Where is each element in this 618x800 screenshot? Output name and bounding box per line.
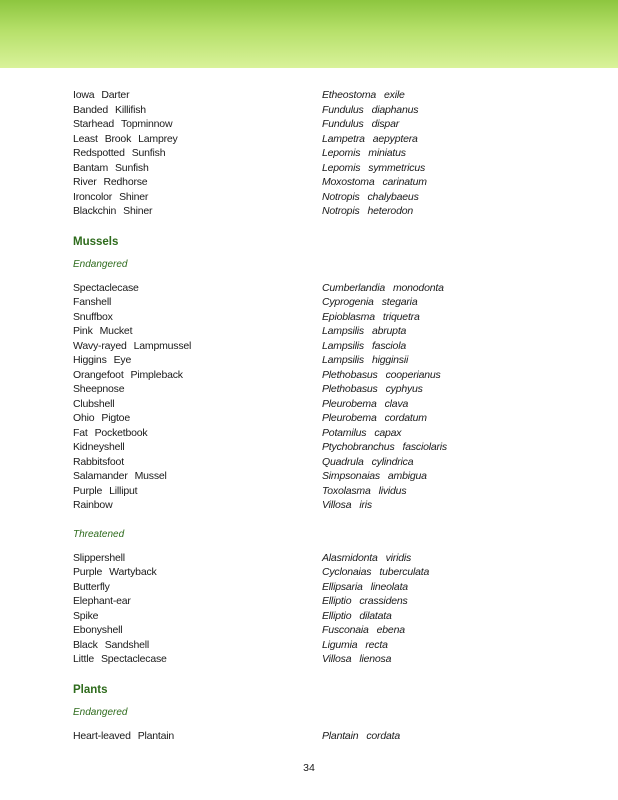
common-name: Little Spectaclecase <box>73 653 167 665</box>
species-row <box>73 638 573 653</box>
species-row <box>73 175 573 190</box>
common-name: Least Brook Lamprey <box>73 132 178 145</box>
common-name: Fanshell <box>73 296 112 308</box>
common-name: Spectaclecase <box>73 281 139 294</box>
common-name: Elephant-ear <box>73 595 131 607</box>
common-name: Redspotted Sunfish <box>73 147 166 159</box>
scientific-name: Plethobasus cooperianus <box>322 368 441 381</box>
common-name: Fat Pocketbook <box>73 426 148 439</box>
species-row <box>73 103 573 118</box>
common-name: Orangefoot Pimpleback <box>73 368 183 381</box>
species-row <box>73 295 573 310</box>
species-row <box>73 161 573 176</box>
species-row <box>73 565 573 580</box>
species-row <box>73 353 573 368</box>
scientific-name: Elliptio crassidens <box>322 595 408 607</box>
spacer <box>73 513 573 528</box>
scientific-name: Ptychobranchus fasciolaris <box>322 441 447 453</box>
scientific-name: Moxostoma carinatum <box>322 176 427 188</box>
scientific-name: Cumberlandia monodonta <box>322 281 444 294</box>
common-name: Banded Killifish <box>73 103 146 116</box>
species-list <box>73 88 573 743</box>
subheading-plants-endangered: Endangered <box>73 706 128 718</box>
species-row <box>73 146 573 161</box>
fish-list <box>73 88 573 219</box>
species-row <box>73 455 573 470</box>
species-row <box>73 339 573 354</box>
common-name: Kidneyshell <box>73 441 125 453</box>
scientific-name: Lampsilis fasciola <box>322 339 406 352</box>
scientific-name: Notropis heterodon <box>322 205 413 217</box>
section-heading-plants: Plants <box>73 683 108 696</box>
species-row <box>73 310 573 325</box>
scientific-name: Elliptio dilatata <box>322 609 392 622</box>
spacer <box>73 698 573 706</box>
species-row <box>73 397 573 412</box>
common-name: Heart-leaved Plantain <box>73 729 175 742</box>
common-name: Rabbitsfoot <box>73 455 124 468</box>
plants-endangered-list <box>73 729 573 744</box>
section-heading-mussels: Mussels <box>73 235 119 248</box>
common-name: Black Sandshell <box>73 638 150 651</box>
species-row <box>73 580 573 595</box>
spacer <box>73 250 573 258</box>
scientific-name: Ellipsaria lineolata <box>322 580 408 593</box>
common-name: Rainbow <box>73 499 113 511</box>
species-row <box>73 411 573 426</box>
common-name: Pink Mucket <box>73 325 133 337</box>
scientific-name: Fundulus dispar <box>322 118 400 130</box>
scientific-name: Lampsilis abrupta <box>322 325 407 337</box>
species-row <box>73 132 573 147</box>
common-name: Bantam Sunfish <box>73 161 149 174</box>
mussels-threatened-list <box>73 551 573 667</box>
common-name: Purple Wartyback <box>73 566 157 578</box>
scientific-name: Epioblasma triquetra <box>322 310 420 323</box>
mussels-endangered-list <box>73 281 573 513</box>
common-name: Ohio Pigtoe <box>73 412 130 424</box>
species-row <box>73 609 573 624</box>
species-row <box>73 117 573 132</box>
common-name: Salamander Mussel <box>73 470 167 482</box>
scientific-name: Lampetra aepyptera <box>322 132 418 145</box>
species-row <box>73 324 573 339</box>
scientific-name: Plethobasus cyphyus <box>322 383 423 395</box>
scientific-name: Lepomis miniatus <box>322 147 406 159</box>
common-name: Snuffbox <box>73 310 113 323</box>
scientific-name: Etheostoma exile <box>322 89 405 101</box>
common-name: Butterfly <box>73 580 110 593</box>
spacer <box>73 542 573 551</box>
header-banner <box>0 0 618 68</box>
scientific-name: Notropis chalybaeus <box>322 190 419 203</box>
scientific-name: Pleurobema clava <box>322 397 409 410</box>
scientific-name: Lepomis symmetricus <box>322 161 426 174</box>
scientific-name: Potamilus capax <box>322 426 402 439</box>
species-row <box>73 368 573 383</box>
species-row <box>73 623 573 638</box>
scientific-name: Toxolasma lividus <box>322 484 407 497</box>
species-row <box>73 469 573 484</box>
scientific-name: Villosa iris <box>322 499 372 511</box>
scientific-name: Plantain cordata <box>322 729 400 742</box>
species-row <box>73 594 573 609</box>
spacer <box>73 272 573 281</box>
subheading-mussels-endangered: Endangered <box>73 258 128 270</box>
species-row <box>73 382 573 397</box>
scientific-name: Ligumia recta <box>322 638 388 651</box>
common-name: Wavy-rayed Lampmussel <box>73 339 192 352</box>
common-name: Ebonyshell <box>73 624 123 636</box>
common-name: Iowa Darter <box>73 89 130 101</box>
species-row <box>73 551 573 566</box>
spacer <box>73 667 573 682</box>
spacer <box>73 219 573 234</box>
scientific-name: Fundulus diaphanus <box>322 103 419 116</box>
common-name: Spike <box>73 609 99 622</box>
scientific-name: Quadrula cylindrica <box>322 455 414 468</box>
species-row <box>73 88 573 103</box>
page-number: 34 <box>303 762 315 774</box>
scientific-name: Simpsonaias ambigua <box>322 470 427 482</box>
scientific-name: Villosa lienosa <box>322 653 392 665</box>
species-row <box>73 729 573 744</box>
common-name: Purple Lilliput <box>73 484 138 497</box>
scientific-name: Pleurobema cordatum <box>322 412 427 424</box>
spacer <box>73 720 573 729</box>
scientific-name: Fusconaia ebena <box>322 624 405 636</box>
common-name: Starhead Topminnow <box>73 118 173 130</box>
scientific-name: Cyclonaias tuberculata <box>322 566 430 578</box>
species-row <box>73 190 573 205</box>
scientific-name: Cyprogenia stegaria <box>322 296 418 308</box>
species-row <box>73 652 573 667</box>
common-name: Sheepnose <box>73 383 125 395</box>
common-name: Clubshell <box>73 397 115 410</box>
scientific-name: Alasmidonta viridis <box>322 551 412 564</box>
common-name: Slippershell <box>73 551 125 564</box>
common-name: Blackchin Shiner <box>73 205 153 217</box>
species-row <box>73 484 573 499</box>
common-name: Ironcolor Shiner <box>73 190 149 203</box>
species-row <box>73 281 573 296</box>
species-row <box>73 204 573 219</box>
species-row <box>73 498 573 513</box>
subheading-mussels-threatened: Threatened <box>73 528 125 540</box>
species-row <box>73 426 573 441</box>
common-name: River Redhorse <box>73 176 148 188</box>
common-name: Higgins Eye <box>73 354 132 366</box>
species-row <box>73 440 573 455</box>
scientific-name: Lampsilis higginsii <box>322 354 409 366</box>
